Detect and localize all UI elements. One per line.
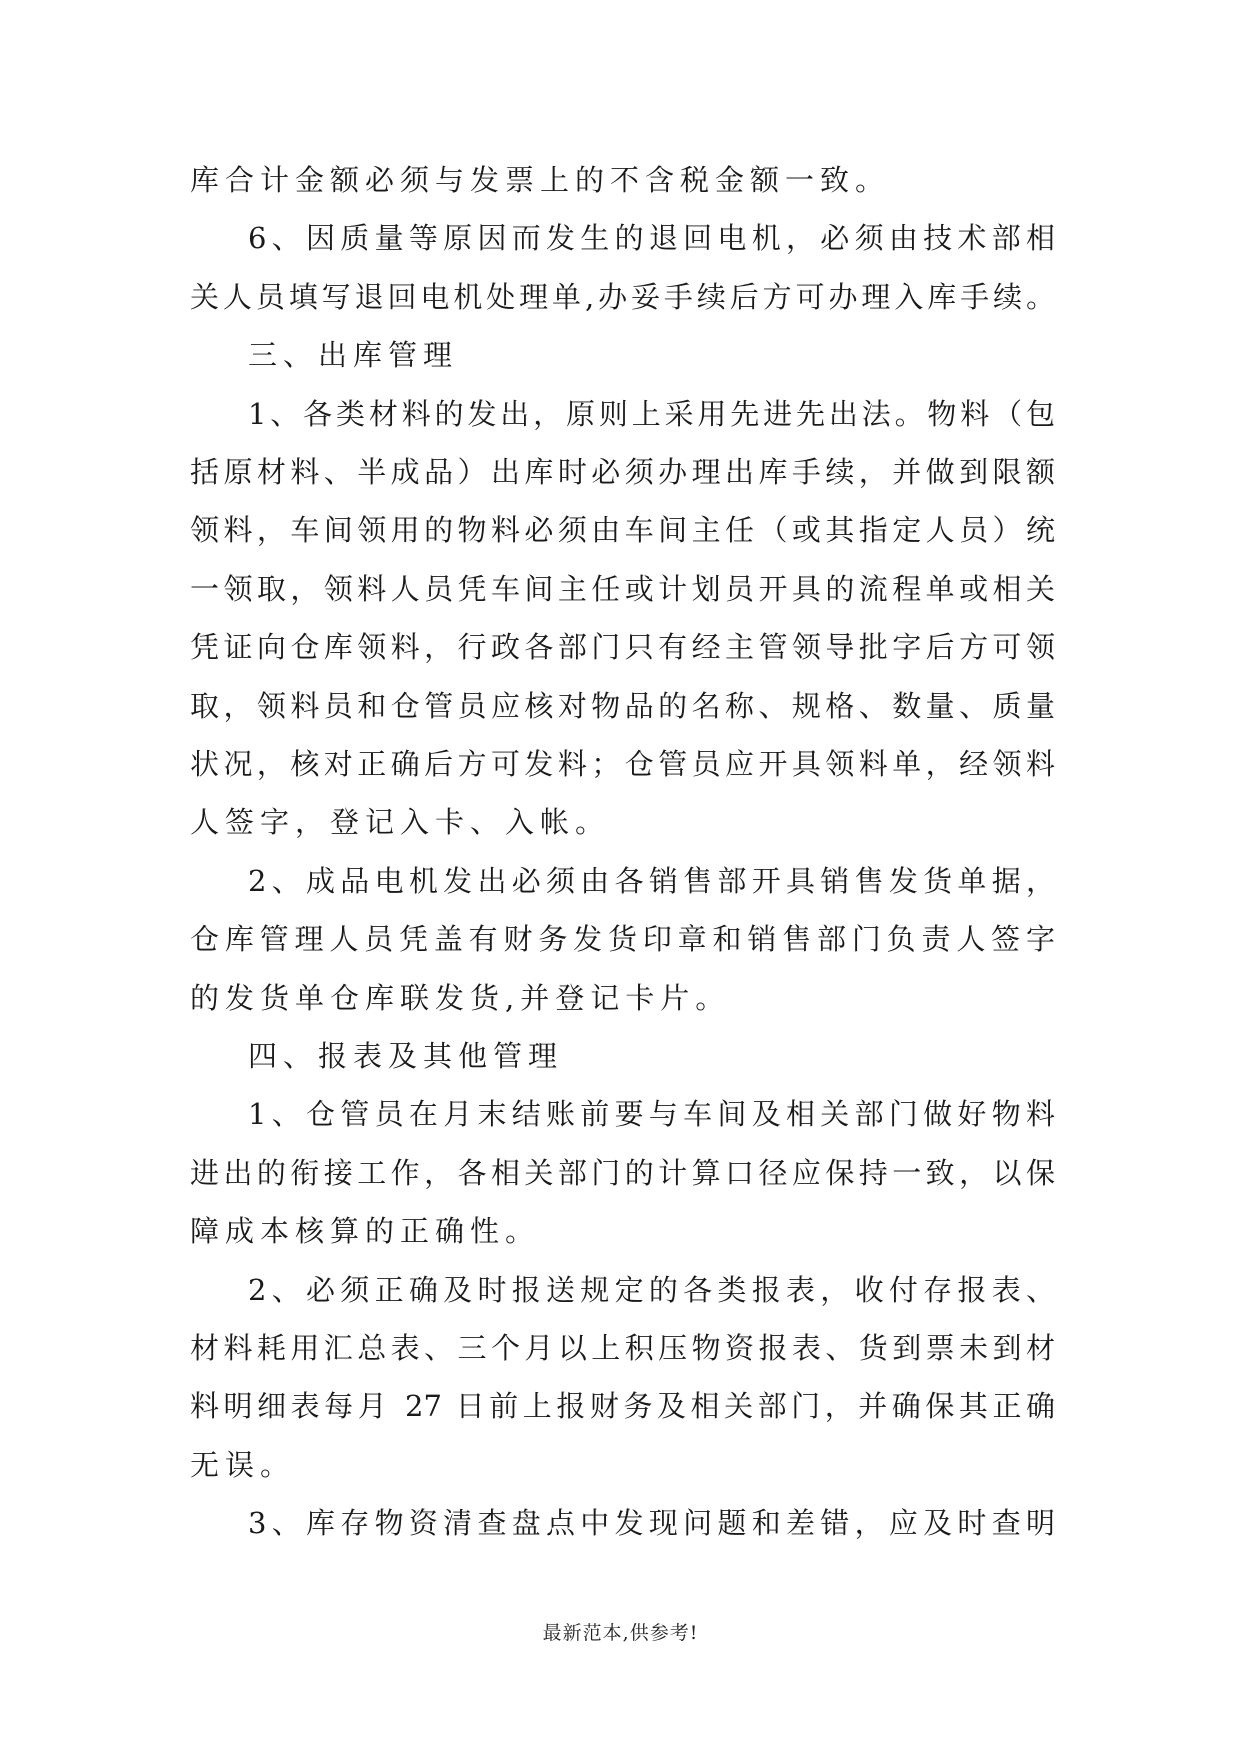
text-line: 3、库存物资清查盘点中发现问题和差错，应及时查明	[248, 1506, 1055, 1541]
text-line: 无误。	[190, 1447, 296, 1482]
text-line: 的发货单仓库联发货,并登记卡片。	[190, 980, 731, 1015]
text-line: 障成本核算的正确性。	[190, 1214, 541, 1249]
page-footer: 最新范本,供参考!	[542, 1622, 699, 1644]
text-line: 关人员填写退回电机处理单,办妥手续后方可办理入库手续。	[190, 279, 1055, 314]
text-line: 凭证向仓库领料，行政各部门只有经主管领导批字后方可领	[190, 630, 1055, 665]
text-line: 括原材料、半成品）出库时必须办理出库手续，并做到限额	[190, 455, 1055, 489]
text-line: 2、必须正确及时报送规定的各类报表，收付存报表、	[248, 1272, 1055, 1307]
text-line: 料明细表每月 27 日前上报财务及相关部门，并确保其正确	[190, 1389, 1055, 1424]
text-line: 材料耗用汇总表、三个月以上积压物资报表、货到票未到材	[190, 1331, 1055, 1365]
text-line: 2、成品电机发出必须由各销售部开具销售发货单据，	[248, 863, 1055, 898]
text-line: 取，领料员和仓管员应核对物品的名称、规格、数量、质量	[190, 688, 1055, 723]
text-line: 6、因质量等原因而发生的退回电机，必须由技术部相	[248, 221, 1055, 256]
text-line: 1、各类材料的发出，原则上采用先进先出法。物料（包	[248, 396, 1055, 431]
section-heading: 四、报表及其他管理	[248, 1039, 564, 1073]
text-line: 状况，核对正确后方可发料；仓管员应开具领料单，经领料	[190, 747, 1055, 781]
text-line: 1、仓管员在月末结账前要与车间及相关部门做好物料	[248, 1097, 1055, 1132]
text-line: 一领取，领料人员凭车间主任或计划员开具的流程单或相关	[190, 571, 1055, 606]
text-line: 进出的衔接工作，各相关部门的计算口径应保持一致，以保	[190, 1155, 1055, 1190]
text-line: 人签字，登记入卡、入帐。	[190, 805, 611, 840]
text-line: 领料，车间领用的物料必须由车间主任（或其指定人员）统	[190, 513, 1055, 548]
text-line: 库合计金额必须与发票上的不含税金额一致。	[190, 163, 891, 197]
section-heading: 三、出库管理	[248, 338, 459, 373]
text-line: 仓库管理人员凭盖有财务发货印章和销售部门负责人签字	[190, 922, 1055, 957]
